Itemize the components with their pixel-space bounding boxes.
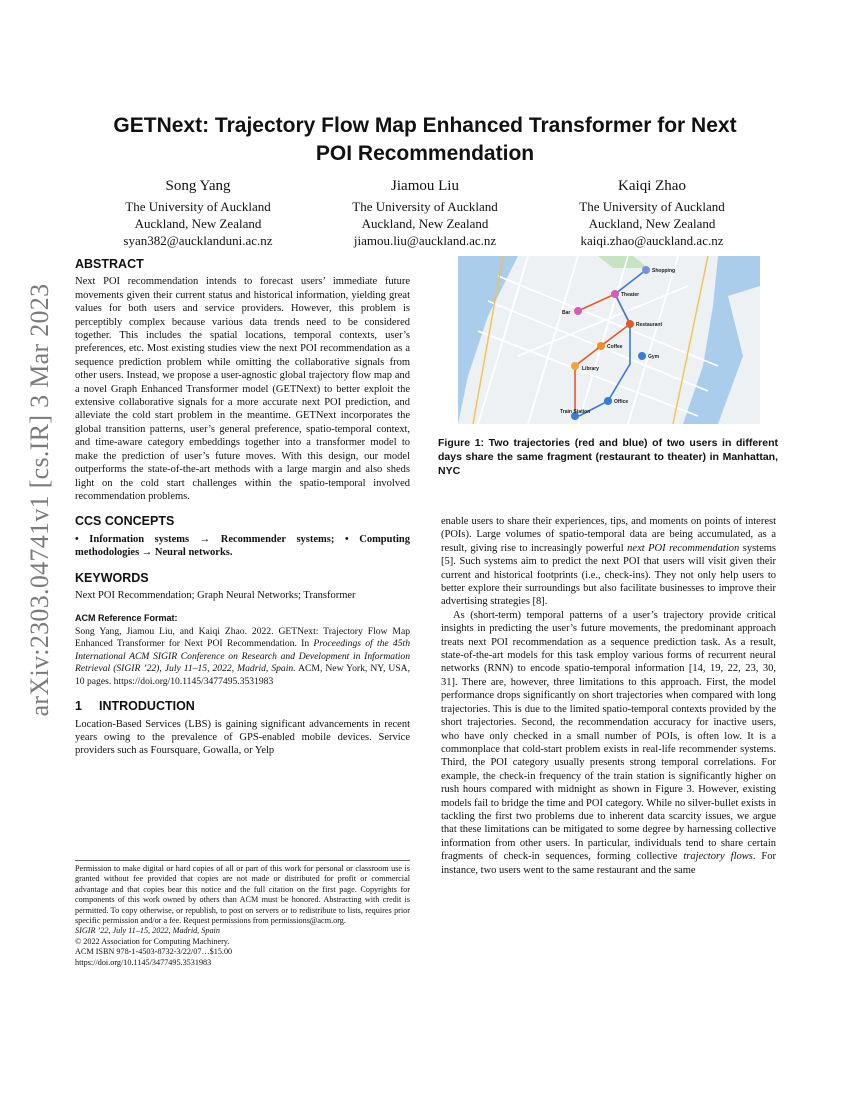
- keywords-heading: KEYWORDS: [75, 570, 149, 585]
- p2-part-b: . For instance, two users went to the same restaurant and the same: [441, 851, 776, 876]
- author-email: kaiqi.zhao@auckland.ac.nz: [580, 233, 724, 248]
- theater-label: Theater: [621, 292, 640, 298]
- gym-marker: [638, 352, 646, 360]
- office-marker: [604, 397, 612, 405]
- isbn-line: ACM ISBN 978-1-4503-8732-3/22/07…$15.00: [75, 947, 233, 957]
- gym-label: Gym: [648, 354, 660, 360]
- intro-title: INTRODUCTION: [99, 699, 195, 714]
- acm-ref-italic: Proceedings of the 45th International ACM SIGIR Conference on Research and Development in Information Retrieval (SIGIR ’22), July 11–15, 2022, Madrid, Spain.: [75, 638, 410, 675]
- abstract-text: Next POI recommendation intends to forecast users’ immediate future movements given their current status and historical information, yielding great values for both users and service providers. However, this problem is perceptibly complex because various data trends need to be considered together. This includes the spatial locations, temporal contexts, user’s preferences, etc. Most existing studies view the next POI recommendation as a sequence prediction problem while omitting the collaborative signals from other users. Instead, we propose a user-agnostic global trajectory flow map and a novel Graph Enhanced Transformer model (GETNext) to better exploit the extensive collaborative signals for a more accurate next POI prediction, and alleviate the cold start problem in the meantime. GETNext incorporates the global transition patterns, user’s general preference, spatio-temporal context, and time-aware category embeddings together into a transformer model to make the prediction of user’s future moves. With this design, our model outperforms the state-of-the-art methods with a large margin and also sheds light on the cold start challenges within the spatio-temporal involved recommendation problems.: [75, 276, 410, 502]
- manhattan-map-figure: [458, 256, 760, 424]
- author-name: Jiamou Liu: [391, 178, 459, 194]
- author-affiliation: The University of Auckland: [352, 199, 498, 214]
- right-column: [441, 515, 776, 877]
- p2-part-a: As (short-term) temporal patterns of a user’s trajectory provide critical insights in predicting the user’s future movements, the predominant approach treats next POI recommendation as a sequence prediction task. As a result, state-of-the-art models for this task employ various forms of recurrent neural networks (RNN) to encode spatio-temporal information [14, 19, 22, 23, 30, 31]. There are, however, three limitations to this approach. First, the model performance drops significantly on short trajectories when compared with long trajectories. This is due to the limited spatio-temporal contexts provided by the short trajectories. Second, the recommendation accuracy for inactive users, who have only checked in a small number of POIs, is often low. It is a commonplace that cold-start problem exists in real-life recommender systems. Third, the POI category usually presents strong temporal correlations. For example, the check-in frequency of the train station is significantly higher on rush hours compared with midnight as shown in Figure 3. However, existing models fail to bridge the time and POI category. While no silver-bullet exists in tackling the first two problems due to inherent data scarcity issues, we argue that these limitations can be mitigated to some degree by harnessing collective information from other users. In particular, individuals tend to share certain fragments of check-in sequences, forming collective: [441, 609, 776, 863]
- ccs-text: • Information systems → Recommender systems; • Computing methodologies → Neural networks.: [75, 533, 410, 559]
- figure-caption: Figure 1: Two trajectories (red and blue) of two users in different days share the same fragment (restaurant to theater) in Manhattan, NYC: [438, 437, 778, 477]
- restaurant-label: Restaurant: [636, 322, 663, 328]
- paper-title: [60, 112, 790, 168]
- right-paragraph-1: [441, 515, 776, 609]
- intro-text: Location-Based Services (LBS) is gaining significant advancements in recent years owing to the prevalence of GPS-enabled mobile devices. Service providers such as Foursquare, Gowalla, or Yelp: [75, 718, 410, 757]
- permission-text: Permission to make digital or hard copies of all or part of this work for personal or classroom use is granted without fee provided that copies are not made or distributed for profit or commercial advantage and that copies bear this notice and the full citation on the first page. Copyrights for components of this work owned by others than ACM must be honored. Abstracting with credit is permitted. To copy otherwise, or republish, to post on servers or to redistribute to lists, requires prior specific permission and/or a fee. Request permissions from permissions@acm.org.: [75, 864, 410, 926]
- acm-ref-text: [75, 626, 410, 689]
- author-block-3: [532, 178, 772, 249]
- restaurant-marker: [626, 320, 634, 328]
- author-affiliation: The University of Auckland: [125, 199, 271, 214]
- shopping-marker: [642, 266, 650, 274]
- author-name: Kaiqi Zhao: [618, 178, 686, 194]
- copyright-line: © 2022 Association for Computing Machinery.: [75, 936, 230, 946]
- author-email: syan382@aucklanduni.ac.nz: [123, 233, 273, 248]
- intro-heading: [75, 700, 410, 713]
- bar-marker: [574, 307, 582, 315]
- p1-part-a: enable users to share their experiences, tips, and moments on points of interest (POIs). Large volumes of spatio-temporal data are being accumulated, as a result, giving rise to increasingly powerful: [441, 516, 776, 554]
- office-label: Office: [614, 399, 629, 405]
- p2-italic: trajectory flows: [683, 851, 753, 863]
- arxiv-stamp: arXiv:2303.04741v1 [cs.IR] 3 Mar 2023: [25, 283, 54, 717]
- acm-ref-post: ACM, New York, NY, USA, 10 pages. https://doi.org/10.1145/3477495.3531983: [75, 663, 410, 687]
- author-block-1: [78, 178, 318, 249]
- theater-marker: [611, 290, 619, 298]
- venue-line: SIGIR ’22, July 11–15, 2022, Madrid, Spain: [75, 926, 220, 936]
- p1-part-b: systems [5]. Such systems aim to predict the next POI that users will visit given their current and historical footprints (i.e., check-ins). They not only help users to better explore their surroundings but also facilitate businesses to improve their advertising strategies [8].: [441, 542, 776, 608]
- acm-ref-heading: ACM Reference Format:: [75, 613, 178, 624]
- library-label: Library: [582, 366, 599, 372]
- shopping-label: Shopping: [652, 268, 676, 274]
- author-location: Auckland, New Zealand: [134, 216, 262, 231]
- abstract-heading: ABSTRACT: [75, 257, 144, 271]
- author-location: Auckland, New Zealand: [361, 216, 489, 231]
- author-email: jiamou.liu@auckland.ac.nz: [353, 233, 497, 248]
- train-station-label: Train Station: [560, 409, 591, 415]
- title-line-1: GETNext: Trajectory Flow Map Enhanced Transformer for Next: [113, 114, 737, 137]
- copyright-footnote: [75, 860, 410, 968]
- ccs-heading: CCS CONCEPTS: [75, 514, 175, 529]
- acm-ref-pre: Song Yang, Jiamou Liu, and Kaiqi Zhao. 2022. GETNext: Trajectory Flow Map Enhanced Transformer for Next POI Recommendation. In: [75, 625, 410, 650]
- intro-number: 1: [75, 699, 82, 714]
- right-paragraph-2: [441, 609, 776, 877]
- doi-line: https://doi.org/10.1145/3477495.3531983: [75, 957, 212, 967]
- library-marker: [571, 362, 579, 370]
- p1-italic: next POI recommendation: [627, 542, 740, 554]
- author-block-2: [305, 178, 545, 249]
- coffee-label: Coffee: [607, 344, 623, 350]
- bar-label: Bar: [562, 310, 571, 316]
- author-name: Song Yang: [165, 178, 231, 194]
- title-line-2: POI Recommendation: [315, 142, 535, 165]
- author-location: Auckland, New Zealand: [588, 216, 716, 231]
- left-column: [75, 258, 410, 758]
- arxiv-stamp-container: [20, 283, 60, 717]
- keywords-text: Next POI Recommendation; Graph Neural Networks; Transformer: [75, 589, 356, 601]
- author-affiliation: The University of Auckland: [579, 199, 725, 214]
- coffee-marker: [597, 342, 605, 350]
